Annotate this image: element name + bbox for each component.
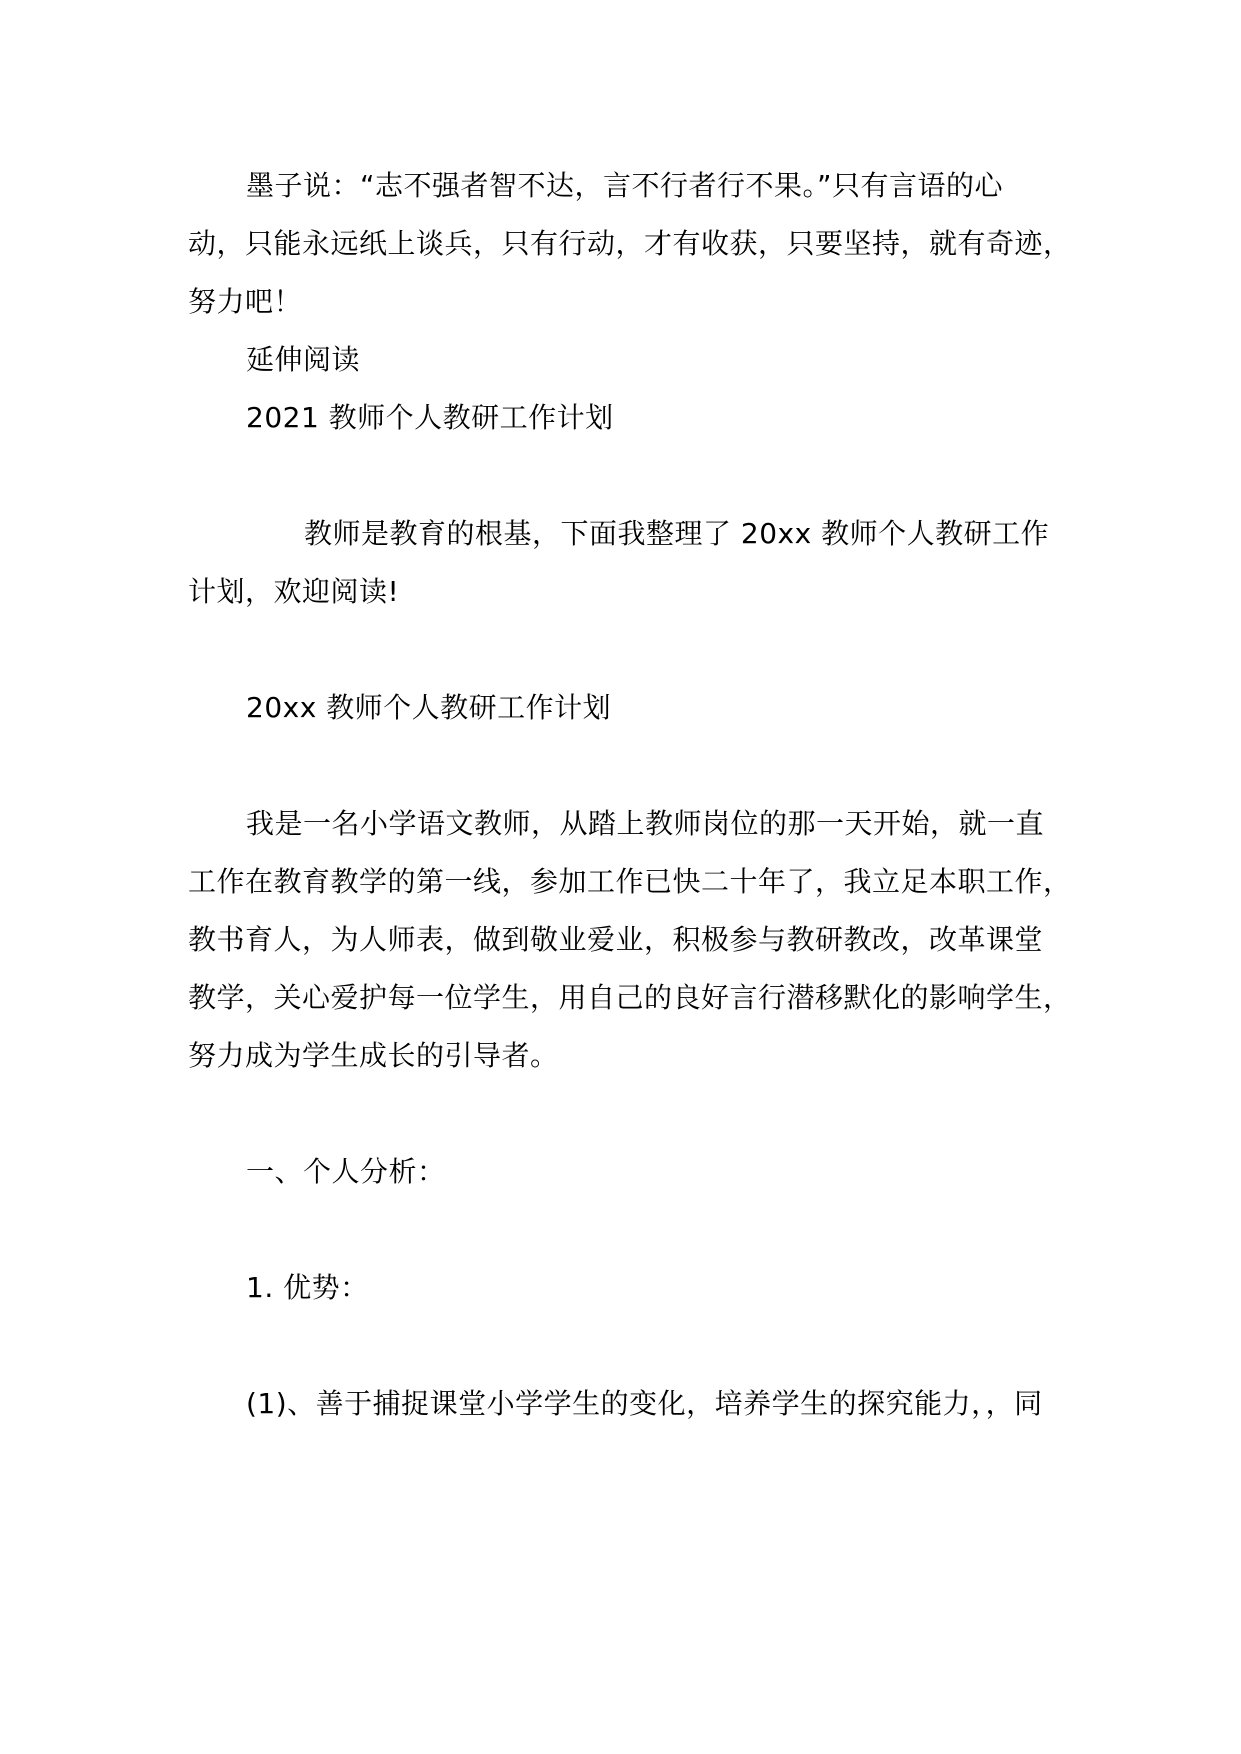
paragraph-line: 计划，欢迎阅读! (188, 575, 400, 608)
paragraph-line: 动，只能永远纸上谈兵，只有行动，才有收获，只要坚持，就有奇迹， (188, 227, 1072, 260)
paragraph-line: 墨子说：“志不强者智不达，言不行者行不果。”只有言语的心 (246, 169, 1004, 202)
paragraph-line: 教师是教育的根基，下面我整理了 20xx 教师个人教研工作 (304, 517, 1050, 550)
paragraph-line: 工作在教育教学的第一线，参加工作已快二十年了，我立足本职工作， (188, 865, 1072, 898)
paragraph-line: 努力吧！ (188, 285, 303, 318)
paragraph-line: (1)、善于捕捉课堂小学学生的变化，培养学生的探究能力，，同 (246, 1387, 1043, 1420)
section-heading: 一、个人分析： (246, 1155, 446, 1188)
article-subtitle: 20xx 教师个人教研工作计划 (246, 691, 612, 724)
section-heading: 延伸阅读 (246, 343, 361, 376)
paragraph-line: 我是一名小学语文教师，从踏上教师岗位的那一天开始，就一直 (246, 807, 1045, 840)
subsection-heading: 1. 优势： (246, 1271, 369, 1304)
paragraph-line: 努力成为学生成长的引导者。 (188, 1039, 559, 1072)
article-title: 2021 教师个人教研工作计划 (246, 401, 614, 434)
paragraph-line: 教学，关心爱护每一位学生，用自己的良好言行潜移默化的影响学生， (188, 981, 1072, 1014)
paragraph-line: 教书育人，为人师表，做到敬业爱业，积极参与教研教改，改革课堂 (188, 923, 1044, 956)
